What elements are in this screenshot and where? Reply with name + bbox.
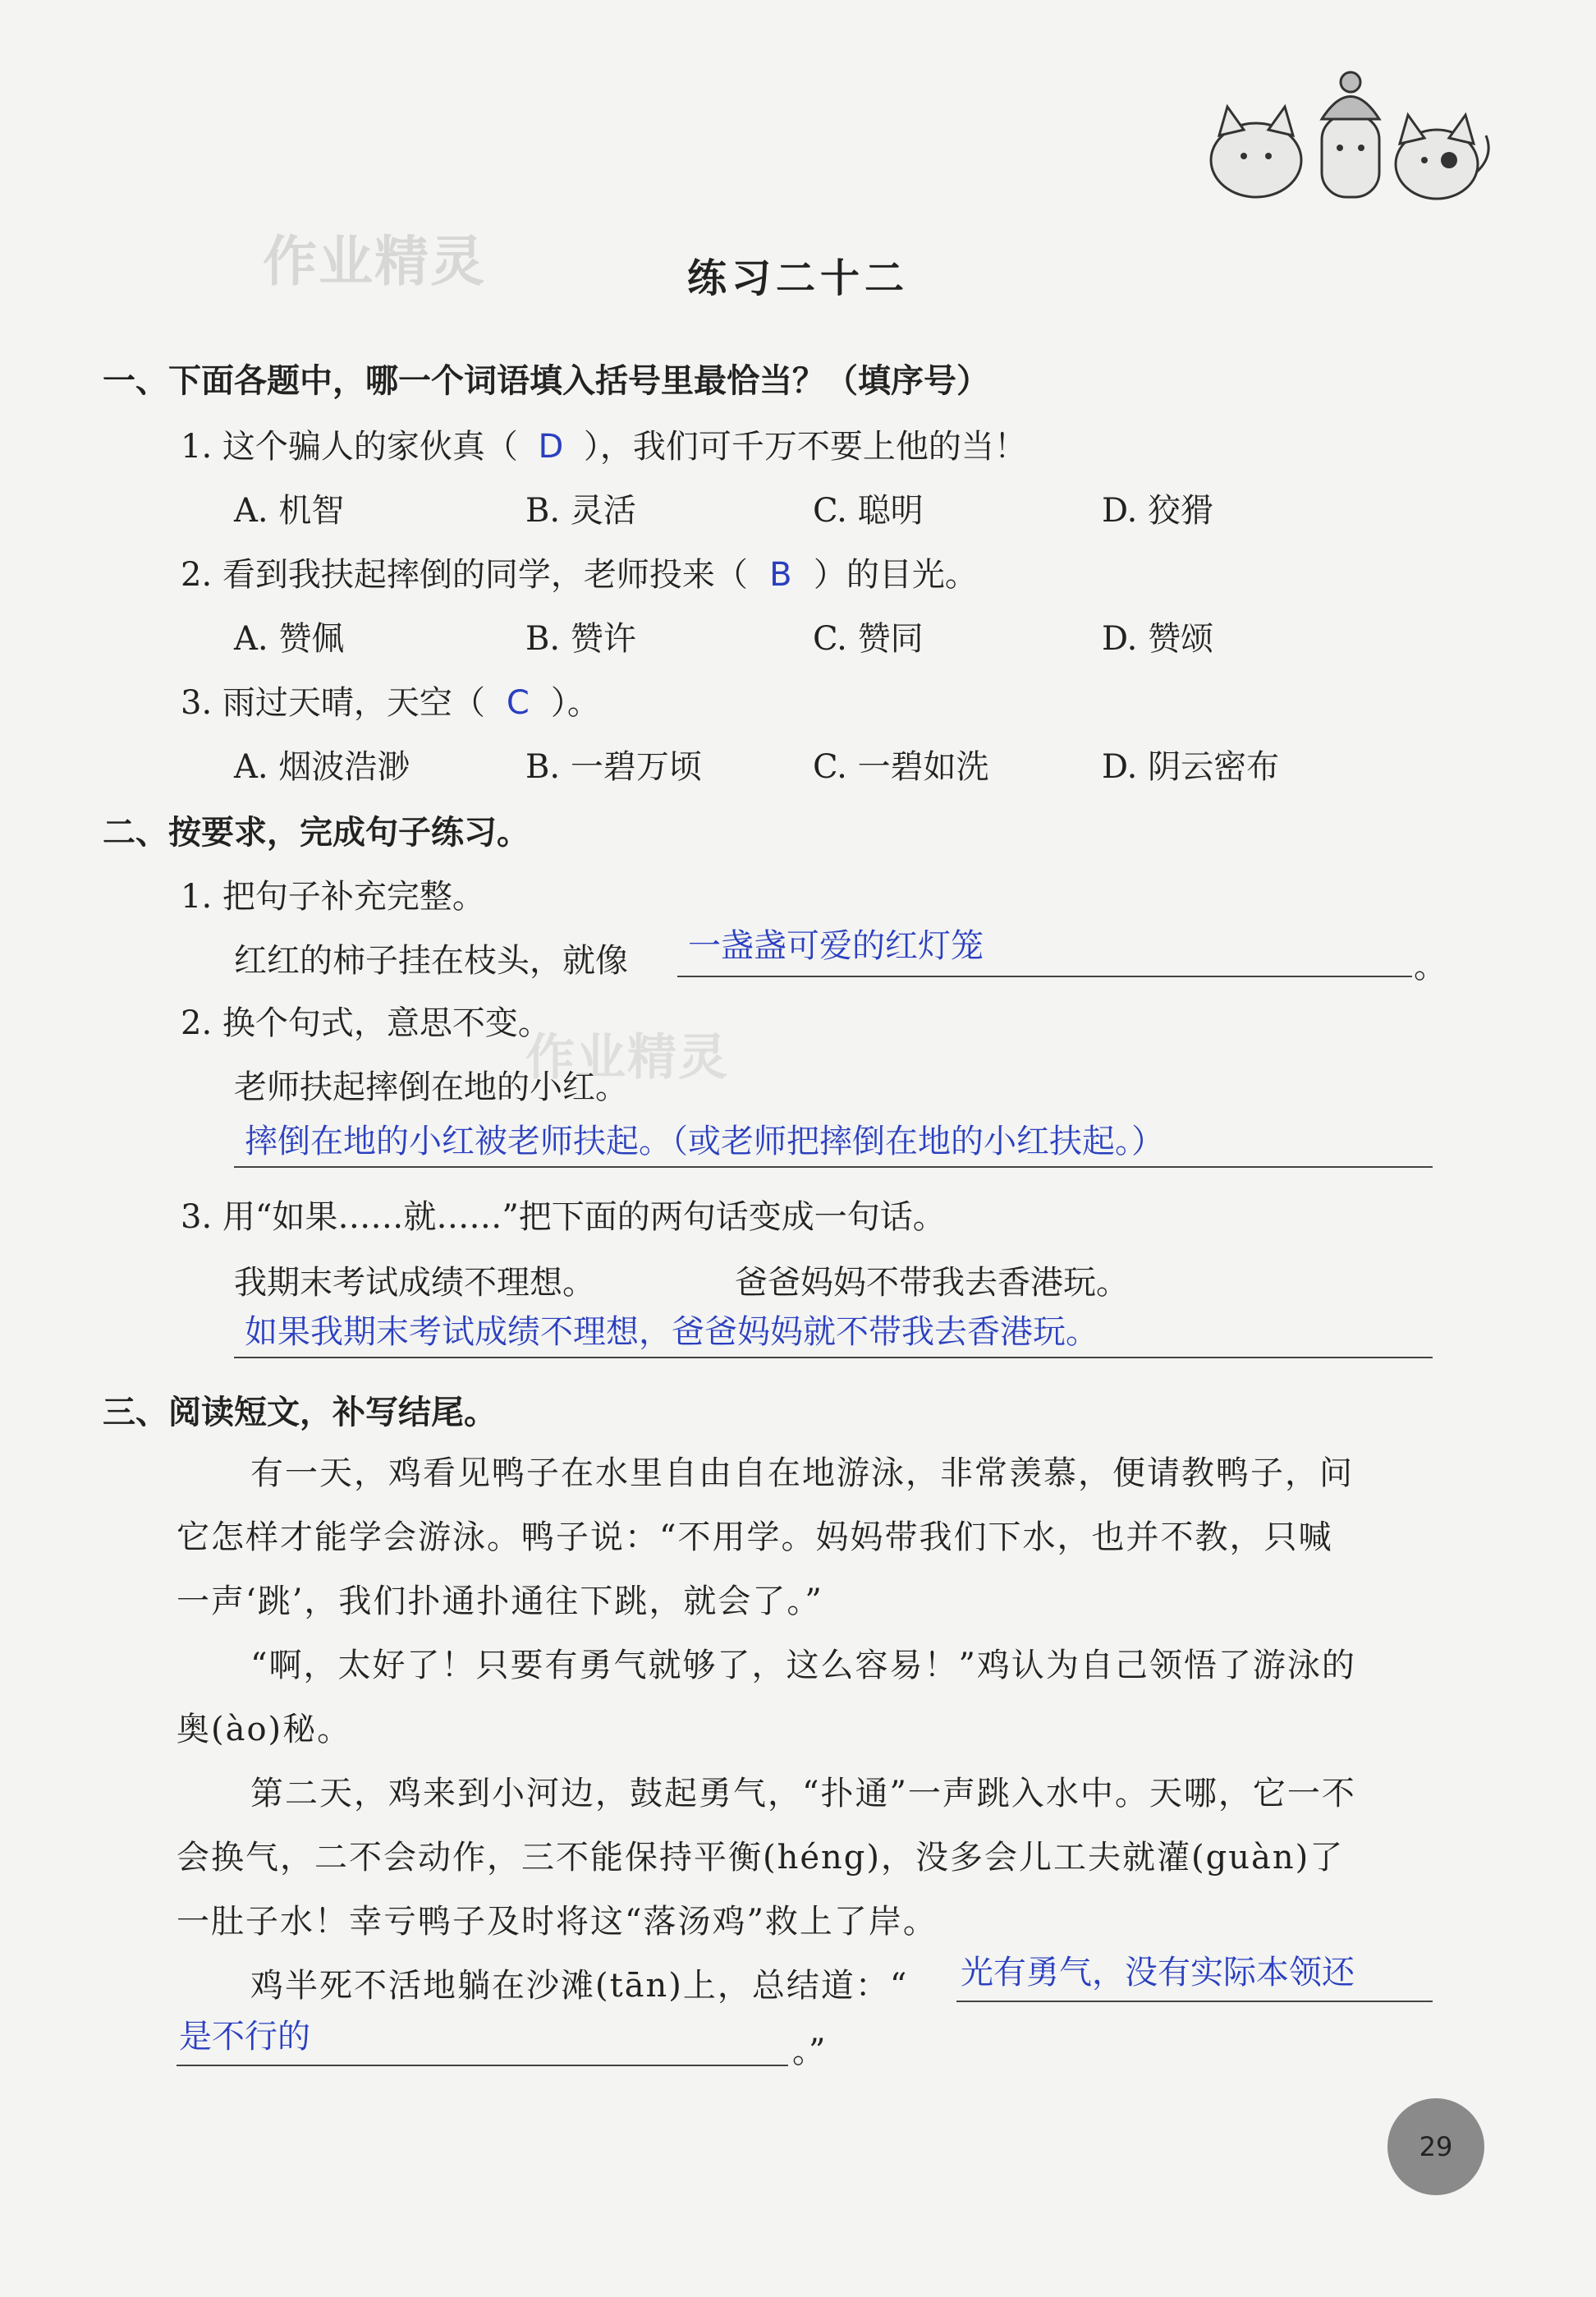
ending-answer-2: 是不行的	[179, 2018, 310, 2056]
q3-option-d: D. 阴云密布	[1102, 748, 1280, 786]
watermark-2: 作业精灵	[525, 1029, 729, 1086]
section-2-heading: 二、按要求，完成句子练习。	[103, 814, 530, 852]
ending-close: 。”	[792, 2033, 826, 2070]
section-1-heading: 一、下面各题中，哪一个词语填入括号里最恰当？（填序号）	[103, 362, 989, 400]
s2-q2-answer-line	[234, 1166, 1433, 1168]
q1-option-a: A. 机智	[234, 492, 345, 530]
question-1-answer: D	[538, 428, 564, 466]
q2-option-b: B. 赞许	[525, 620, 636, 658]
ending-prompt: 鸡半死不活地躺在沙滩(tān)上，总结道：“	[250, 1967, 909, 2005]
s2-q1-answer: 一盏盏可爱的红灯笼	[688, 927, 984, 965]
question-2-answer: B	[769, 556, 792, 594]
question-3-answer: C	[506, 684, 530, 722]
page-number: 29	[1387, 2098, 1484, 2195]
s2-q2-label: 2. 换个句式，意思不变。	[181, 1004, 551, 1042]
q1-option-c: C. 聪明	[813, 492, 924, 530]
passage-line-4: “啊，太好了！只要有勇气就够了，这么容易！”鸡认为自己领悟了游泳的	[250, 1647, 1356, 1684]
q2-option-c: C. 赞同	[813, 620, 924, 658]
question-3: 3. 雨过天晴，天空（ C ）。	[181, 684, 600, 722]
s2-q3-answer: 如果我期末考试成绩不理想，爸爸妈妈就不带我去香港玩。	[245, 1313, 1098, 1351]
passage-line-8: 一肚子水！幸亏鸭子及时将这“落汤鸡”救上了岸。	[177, 1903, 938, 1941]
q3-option-b: B. 一碧万顷	[525, 748, 702, 786]
q3-option-a: A. 烟波浩渺	[234, 748, 410, 786]
q1-option-b: B. 灵活	[525, 492, 636, 530]
s2-q1-end: 。	[1414, 948, 1447, 985]
q3-option-c: C. 一碧如洗	[813, 748, 989, 786]
s2-q2-answer: 摔倒在地的小红被老师扶起。（或老师把摔倒在地的小红扶起。）	[245, 1123, 1164, 1160]
s2-q1-answer-line	[677, 976, 1412, 977]
question-1: 1. 这个骗人的家伙真（ D ），我们可千万不要上他的当！	[181, 428, 1027, 466]
passage-line-2: 它怎样才能学会游泳。鸭子说：“不用学。妈妈带我们下水，也并不教，只喊	[177, 1518, 1333, 1556]
s2-q1-label: 1. 把句子补充完整。	[181, 878, 485, 916]
page-title: 练习二十二	[686, 255, 909, 301]
watermark: 作业精灵	[263, 230, 486, 293]
question-2: 2. 看到我扶起摔倒的同学，老师投来（ B ）的目光。	[181, 556, 978, 594]
s2-q3-prompt-a: 我期末考试成绩不理想。	[234, 1264, 595, 1302]
q2-option-d: D. 赞颂	[1102, 620, 1214, 658]
passage-line-3: 一声‘跳’，我们扑通扑通往下跳，就会了。”	[177, 1583, 823, 1620]
passage-line-5: 奥(ào)秘。	[177, 1711, 352, 1748]
passage-line-1: 有一天，鸡看见鸭子在水里自由自在地游泳，非常羡慕，便请教鸭子，问	[250, 1454, 1354, 1492]
ending-answer-line-2	[177, 2065, 788, 2066]
q2-option-a: A. 赞佩	[234, 620, 345, 658]
s2-q3-prompt-b: 爸爸妈妈不带我去香港玩。	[735, 1264, 1129, 1302]
passage-line-7: 会换气，二不会动作，三不能保持平衡(héng)，没多会儿工夫就灌(guàn)了	[177, 1839, 1345, 1877]
section-3-heading: 三、阅读短文，补写结尾。	[103, 1394, 497, 1431]
cats-illustration	[1199, 57, 1494, 205]
ending-answer-1: 光有勇气，没有实际本领还	[961, 1954, 1355, 1991]
s2-q3-label: 3. 用“如果……就……”把下面的两句话变成一句话。	[181, 1198, 946, 1236]
passage-line-6: 第二天，鸡来到小河边，鼓起勇气，“扑通”一声跳入水中。天哪，它一不	[250, 1775, 1356, 1812]
ending-answer-line-1	[956, 2001, 1433, 2002]
s2-q3-answer-line	[234, 1357, 1433, 1358]
s2-q1-prompt: 红红的柿子挂在枝头，就像	[234, 942, 628, 980]
s2-q2-prompt: 老师扶起摔倒在地的小红。	[234, 1068, 628, 1106]
q1-option-d: D. 狡猾	[1102, 492, 1214, 530]
